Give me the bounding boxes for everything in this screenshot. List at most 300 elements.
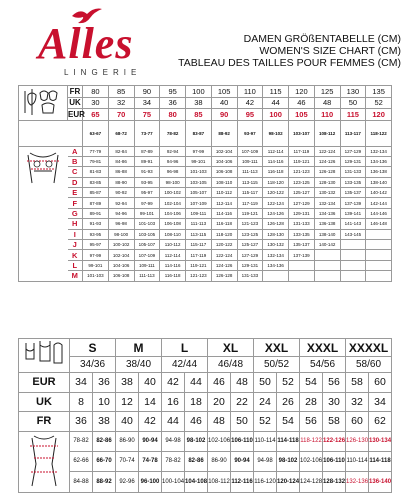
cup-letter: L <box>68 260 83 270</box>
numeric-size-cell: 50/52 <box>254 357 300 373</box>
cup-row-a <box>19 146 392 156</box>
bust-range-cell: 110-112 <box>211 188 237 198</box>
apparel-size-cell: 38 <box>93 412 116 432</box>
bust-range-cell: 99-101 <box>83 260 109 270</box>
bust-range-cell: 133-135 <box>289 229 315 239</box>
bust-range-cell: 110-112 <box>160 240 186 250</box>
bust-range-cell: 92-94 <box>160 146 186 156</box>
bust-range-cell: 115-117 <box>186 240 212 250</box>
size-system-label: FR <box>68 86 83 98</box>
bust-range-cell: 129-131 <box>289 208 315 218</box>
underbust-cell: 73-77 <box>134 120 160 146</box>
bust-range-cell <box>366 260 392 270</box>
measure-range-cell: 100-104 <box>162 472 185 492</box>
numeric-size-row <box>19 357 392 373</box>
bust-range-cell: 133-135 <box>340 177 366 187</box>
cup-row-i <box>19 229 392 239</box>
bust-range-cell: 101-103 <box>134 219 160 229</box>
bust-range-cell <box>340 240 366 250</box>
bust-range-cell: 99-101 <box>186 156 212 166</box>
bust-range-cell: 111-113 <box>237 167 263 177</box>
apparel-size-cell: 42 <box>162 373 185 393</box>
measure-range-cell: 62-66 <box>70 451 93 471</box>
apparel-size-cell: 54 <box>277 412 300 432</box>
bra-size-cell: 130 <box>340 86 366 98</box>
size-system-label: EUR <box>68 109 85 119</box>
cup-letter: A <box>68 146 83 156</box>
apparel-row-fr <box>19 412 392 432</box>
numeric-size-cell: 42/44 <box>162 357 208 373</box>
bust-range-cell <box>340 250 366 260</box>
measure-range-cell: 112-116 <box>231 472 254 492</box>
cup-row-f <box>19 198 392 208</box>
measure-row <box>19 431 392 451</box>
bust-range-cell: 138-140 <box>366 177 392 187</box>
apparel-size-cell: 56 <box>300 412 323 432</box>
apparel-size-cell: 52 <box>254 412 277 432</box>
measure-range-cell: 74-78 <box>139 451 162 471</box>
bra-size-cell: 65 <box>83 109 109 121</box>
bust-range-cell: 104-106 <box>211 156 237 166</box>
apparel-size-cell: 48 <box>208 412 231 432</box>
bust-range-cell: 93-95 <box>83 229 109 239</box>
apparel-size-cell: 40 <box>116 412 139 432</box>
bust-range-cell: 83-85 <box>83 177 109 187</box>
bra-row-uk <box>19 97 392 109</box>
bra-size-cell: 115 <box>263 86 289 98</box>
bust-range-cell: 97-99 <box>186 146 212 156</box>
bra-size-cell: 85 <box>108 86 134 98</box>
bra-size-cell: 95 <box>160 86 186 98</box>
bust-range-cell: 106-108 <box>108 271 134 281</box>
bust-range-cell: 131-133 <box>289 219 315 229</box>
underbust-cell: 88-92 <box>211 120 237 146</box>
underbust-blank <box>19 120 83 146</box>
apparel-size-cell: 44 <box>162 412 185 432</box>
cup-row-k <box>19 250 392 260</box>
numeric-size-cell: 46/48 <box>208 357 254 373</box>
bust-range-cell <box>366 250 392 260</box>
measure-range-cell: 92-96 <box>116 472 139 492</box>
bra-size-cell: 52 <box>366 97 392 109</box>
cup-letter: C <box>68 167 83 177</box>
bust-range-cell <box>314 250 340 260</box>
bust-range-cell: 132-134 <box>263 250 289 260</box>
bust-range-cell: 141-143 <box>340 219 366 229</box>
measure-range-cell: 86-90 <box>116 431 139 451</box>
bra-size-cell: 120 <box>366 109 392 121</box>
bust-range-cell: 127-129 <box>289 198 315 208</box>
apparel-size-cell: 32 <box>346 392 369 412</box>
bust-range-cell: 127-129 <box>237 250 263 260</box>
bra-size-table <box>18 85 392 282</box>
bust-range-cell: 102-104 <box>108 250 134 260</box>
bust-range-cell: 138-140 <box>314 229 340 239</box>
bust-range-cell: 118-120 <box>211 229 237 239</box>
apparel-size-cell: 12 <box>116 392 139 412</box>
measure-range-cell: 120-124 <box>277 472 300 492</box>
bust-range-cell: 131-133 <box>340 167 366 177</box>
cup-row-e <box>19 188 392 198</box>
apparel-size-cell: 36 <box>70 412 93 432</box>
brand-logo <box>8 6 183 84</box>
apparel-size-cell: 44 <box>185 373 208 393</box>
bust-range-cell: 128-130 <box>263 229 289 239</box>
bust-range-cell: 90-92 <box>108 188 134 198</box>
bra-size-cell: 90 <box>134 86 160 98</box>
bust-range-cell: 88-90 <box>108 177 134 187</box>
letter-size-cell: XXL <box>254 339 300 357</box>
bust-range-cell: 107-109 <box>134 250 160 260</box>
numeric-size-cell: 34/36 <box>70 357 116 373</box>
bust-range-cell: 77-79 <box>83 146 109 156</box>
apparel-size-cell: 56 <box>323 373 346 393</box>
bust-range-cell: 143-145 <box>340 229 366 239</box>
underbust-cell: 83-87 <box>186 120 212 146</box>
letter-size-row <box>19 339 392 357</box>
underbust-cell: 108-112 <box>314 120 340 146</box>
bust-range-cell: 102-104 <box>211 146 237 156</box>
bust-range-cell <box>340 271 366 281</box>
letter-size-cell: XXXXL <box>346 339 392 357</box>
cup-letter: F <box>68 198 83 208</box>
bust-range-cell: 119-121 <box>237 208 263 218</box>
bra-size-cell: 30 <box>83 97 109 109</box>
measure-range-cell: 106-110 <box>323 451 346 471</box>
measure-range-cell: 122-126 <box>323 431 346 451</box>
cup-row-c <box>19 167 392 177</box>
measure-range-cell: 82-86 <box>93 431 116 451</box>
bra-size-cell: 135 <box>366 86 392 98</box>
bust-range-cell: 121-123 <box>289 167 315 177</box>
bust-range-cell: 126-128 <box>314 167 340 177</box>
underbust-cell: 113-117 <box>340 120 366 146</box>
apparel-size-cell: 34 <box>70 373 93 393</box>
measure-range-cell: 94-98 <box>162 431 185 451</box>
bust-range-cell: 121-123 <box>237 219 263 229</box>
measure-range-cell: 66-70 <box>93 451 116 471</box>
cup-row-g <box>19 208 392 218</box>
measure-range-cell: 108-112 <box>208 472 231 492</box>
bust-range-cell: 136-138 <box>366 167 392 177</box>
bust-range-cell: 134-136 <box>263 260 289 270</box>
bust-range-cell: 94-96 <box>160 156 186 166</box>
measure-range-cell: 110-114 <box>254 431 277 451</box>
apparel-illustration-icon <box>19 339 70 373</box>
measure-row <box>19 451 392 471</box>
apparel-size-cell: 16 <box>162 392 185 412</box>
bust-range-cell: 120-122 <box>211 240 237 250</box>
bust-range-cell: 122-124 <box>314 146 340 156</box>
apparel-row-eur <box>19 373 392 393</box>
bra-row-eur <box>19 109 392 121</box>
cup-row-l <box>19 260 392 270</box>
numeric-size-cell: 54/56 <box>300 357 346 373</box>
bust-range-cell: 111-113 <box>186 219 212 229</box>
bra-size-cell: 125 <box>314 86 340 98</box>
apparel-size-cell: 22 <box>231 392 254 412</box>
bust-range-cell: 94-96 <box>108 208 134 218</box>
measure-range-cell: 78-82 <box>70 431 93 451</box>
bust-range-cell: 117-119 <box>237 198 263 208</box>
apparel-size-cell: 10 <box>93 392 116 412</box>
measure-range-cell: 88-92 <box>93 472 116 492</box>
size-system-label: UK <box>19 392 70 412</box>
bra-size-cell: 105 <box>289 109 315 121</box>
bra-size-cell: 105 <box>211 86 237 98</box>
bust-range-cell: 95-97 <box>134 188 160 198</box>
measure-range-cell: 136-140 <box>369 472 392 492</box>
measure-range-cell: 114-118 <box>369 451 392 471</box>
apparel-size-cell: 20 <box>208 392 231 412</box>
bust-range-cell: 100-102 <box>160 188 186 198</box>
bust-range-cell: 112-114 <box>160 250 186 260</box>
brand-subtitle: LINGERIE <box>64 68 142 77</box>
bust-range-cell: 123-125 <box>289 177 315 187</box>
bust-range-cell: 109-111 <box>134 260 160 270</box>
bust-range-cell: 119-121 <box>289 156 315 166</box>
bust-range-cell: 112-114 <box>263 146 289 156</box>
bust-range-cell: 85-87 <box>83 188 109 198</box>
bust-range-cell: 81-83 <box>83 167 109 177</box>
letter-size-cell: L <box>162 339 208 357</box>
bra-size-cell: 120 <box>289 86 315 98</box>
cup-letter: J <box>68 240 83 250</box>
size-system-label: FR <box>19 412 70 432</box>
apparel-size-cell: 58 <box>323 412 346 432</box>
bra-size-cell: 70 <box>108 109 134 121</box>
cup-letter: B <box>68 156 83 166</box>
title-en: WOMEN'S SIZE CHART (CM) <box>259 45 401 57</box>
bust-range-cell: 98-100 <box>108 229 134 239</box>
bust-range-cell: 101-103 <box>186 167 212 177</box>
cup-letter: M <box>68 271 83 281</box>
bust-range-cell: 124-126 <box>263 208 289 218</box>
measure-range-cell: 98-102 <box>277 451 300 471</box>
bust-range-cell <box>289 271 315 281</box>
bust-range-cell: 86-88 <box>108 167 134 177</box>
bra-size-cell: 115 <box>340 109 366 121</box>
bust-range-cell: 112-114 <box>211 198 237 208</box>
bust-range-cell: 104-106 <box>108 260 134 270</box>
bust-range-cell: 82-84 <box>108 146 134 156</box>
apparel-size-cell: 40 <box>139 373 162 393</box>
apparel-size-cell: 34 <box>369 392 392 412</box>
bust-range-cell: 134-136 <box>366 156 392 166</box>
measure-range-cell: 78-82 <box>162 451 185 471</box>
measure-range-cell: 104-108 <box>185 472 208 492</box>
measure-range-cell: 118-122 <box>300 431 323 451</box>
bust-range-cell: 137-139 <box>289 250 315 260</box>
underbust-cell: 98-102 <box>263 120 289 146</box>
bust-range-cell: 109-111 <box>237 156 263 166</box>
bust-range-cell: 93-95 <box>134 177 160 187</box>
measure-range-cell: 96-100 <box>139 472 162 492</box>
measure-range-cell: 126-130 <box>346 431 369 451</box>
apparel-size-cell: 38 <box>116 373 139 393</box>
bra-size-cell: 110 <box>237 86 263 98</box>
cup-letter: H <box>68 219 83 229</box>
bust-range-cell <box>366 271 392 281</box>
bust-range-cell <box>366 229 392 239</box>
cup-letter: G <box>68 208 83 218</box>
measure-range-cell: 90-94 <box>231 451 254 471</box>
chart-titles <box>178 33 401 69</box>
cup-row-j <box>19 240 392 250</box>
bust-measure-icon <box>19 146 68 281</box>
bust-range-cell: 127-129 <box>340 146 366 156</box>
bust-range-cell: 99-101 <box>134 208 160 218</box>
underbust-cell: 63-67 <box>83 120 109 146</box>
bust-range-cell: 105-107 <box>186 188 212 198</box>
bust-range-cell <box>366 240 392 250</box>
bust-range-cell: 105-107 <box>134 240 160 250</box>
bust-range-cell: 128-130 <box>314 177 340 187</box>
bra-size-cell: 42 <box>237 97 263 109</box>
apparel-row-uk <box>19 392 392 412</box>
apparel-size-cell: 26 <box>277 392 300 412</box>
bust-range-cell: 101-103 <box>83 271 109 281</box>
apparel-size-cell: 18 <box>185 392 208 412</box>
apparel-size-cell: 62 <box>369 412 392 432</box>
bust-range-cell: 103-105 <box>134 229 160 239</box>
bust-range-cell: 118-120 <box>263 177 289 187</box>
letter-size-cell: M <box>116 339 162 357</box>
bust-range-cell: 79-81 <box>83 156 109 166</box>
apparel-size-cell: 50 <box>231 412 254 432</box>
underbust-cell: 103-107 <box>289 120 315 146</box>
bust-range-cell: 107-109 <box>186 198 212 208</box>
cup-letter: I <box>68 229 83 239</box>
apparel-size-cell: 50 <box>254 373 277 393</box>
bust-range-cell: 114-116 <box>211 208 237 218</box>
bra-size-cell: 38 <box>186 97 212 109</box>
bust-range-cell: 96-98 <box>160 167 186 177</box>
apparel-size-cell: 30 <box>323 392 346 412</box>
bust-range-cell: 92-94 <box>108 198 134 208</box>
bust-range-cell: 87-89 <box>134 146 160 156</box>
bra-size-cell: 90 <box>211 109 237 121</box>
bra-size-cell: 32 <box>108 97 134 109</box>
letter-size-cell: XL <box>208 339 254 357</box>
measure-range-cell: 86-90 <box>208 451 231 471</box>
letter-size-cell: S <box>70 339 116 357</box>
bra-size-cell: 80 <box>160 109 186 121</box>
bust-range-cell: 114-116 <box>160 260 186 270</box>
cup-letter: D <box>68 177 83 187</box>
bra-size-cell: 40 <box>211 97 237 109</box>
bust-range-cell: 121-123 <box>186 271 212 281</box>
bust-range-cell: 124-126 <box>211 260 237 270</box>
numeric-size-cell: 58/60 <box>346 357 392 373</box>
measure-range-cell: 114-118 <box>277 431 300 451</box>
bra-size-cell: 36 <box>160 97 186 109</box>
bust-range-cell <box>289 260 315 270</box>
title-fr: TABLEAU DES TAILLES POUR FEMMES (CM) <box>178 57 401 69</box>
measure-range-cell: 110-114 <box>346 451 369 471</box>
measure-range-cell: 82-86 <box>185 451 208 471</box>
bust-range-cell: 96-98 <box>108 219 134 229</box>
bust-range-cell: 137-139 <box>340 198 366 208</box>
cup-row-h <box>19 219 392 229</box>
bust-range-cell: 89-91 <box>134 156 160 166</box>
numeric-size-cell: 38/40 <box>116 357 162 373</box>
bust-range-cell: 87-89 <box>83 198 109 208</box>
bust-range-cell: 131-133 <box>237 271 263 281</box>
bra-size-cell: 75 <box>134 109 160 121</box>
bust-range-cell: 140-142 <box>314 240 340 250</box>
bust-range-cell: 100-102 <box>108 240 134 250</box>
bust-range-cell: 123-125 <box>237 229 263 239</box>
apparel-size-cell: 36 <box>93 373 116 393</box>
bust-range-cell: 108-110 <box>160 229 186 239</box>
apparel-size-cell: 28 <box>300 392 323 412</box>
bust-range-cell: 113-115 <box>237 177 263 187</box>
bra-size-cell: 95 <box>237 109 263 121</box>
bust-range-cell <box>314 271 340 281</box>
measure-range-cell: 106-110 <box>231 431 254 451</box>
body-measure-icon <box>19 431 70 492</box>
apparel-size-cell: 42 <box>139 412 162 432</box>
bust-range-cell: 129-131 <box>340 156 366 166</box>
bra-size-cell: 85 <box>186 109 212 121</box>
measure-range-cell: 128-132 <box>323 472 346 492</box>
bust-range-cell: 103-105 <box>186 177 212 187</box>
apparel-size-cell: 48 <box>231 373 254 393</box>
bust-range-cell: 119-121 <box>186 260 212 270</box>
bust-range-cell: 107-109 <box>237 146 263 156</box>
bust-range-cell: 125-127 <box>237 240 263 250</box>
bust-range-cell: 97-99 <box>83 250 109 260</box>
bust-range-cell: 125-127 <box>289 188 315 198</box>
letter-size-cell: XXXL <box>300 339 346 357</box>
bra-size-cell: 100 <box>263 109 289 121</box>
bust-range-cell: 108-110 <box>211 177 237 187</box>
cup-row-d <box>19 177 392 187</box>
bust-range-cell <box>340 260 366 270</box>
measure-range-cell: 102-106 <box>208 431 231 451</box>
measure-range-cell: 132-136 <box>346 472 369 492</box>
bust-range-cell: 106-108 <box>160 219 186 229</box>
underbust-cell: 68-72 <box>108 120 134 146</box>
underbust-cell: 93-97 <box>237 120 263 146</box>
bust-range-cell: 126-128 <box>211 271 237 281</box>
bust-range-cell: 135-137 <box>289 240 315 250</box>
underbust-cell: 118-122 <box>366 120 392 146</box>
bust-range-cell: 140-142 <box>366 188 392 198</box>
apparel-size-cell: 54 <box>300 373 323 393</box>
bust-range-cell: 142-144 <box>366 198 392 208</box>
bust-range-cell: 144-146 <box>366 208 392 218</box>
bust-range-cell: 117-119 <box>186 250 212 260</box>
bust-range-cell: 95-97 <box>83 240 109 250</box>
bra-row-fr <box>19 86 392 98</box>
measure-row <box>19 472 392 492</box>
measure-range-cell: 98-102 <box>185 431 208 451</box>
apparel-size-table <box>18 338 392 493</box>
bust-range-cell: 106-108 <box>211 167 237 177</box>
size-system-label: EUR <box>19 373 70 393</box>
bust-range-cell: 134-136 <box>314 208 340 218</box>
apparel-size-cell: 60 <box>369 373 392 393</box>
measure-range-cell: 130-134 <box>369 431 392 451</box>
bra-size-cell: 80 <box>83 86 109 98</box>
bust-range-cell: 117-119 <box>289 146 315 156</box>
apparel-size-cell: 8 <box>70 392 93 412</box>
bra-size-cell: 48 <box>314 97 340 109</box>
measure-range-cell: 94-98 <box>254 451 277 471</box>
bust-range-cell <box>263 271 289 281</box>
